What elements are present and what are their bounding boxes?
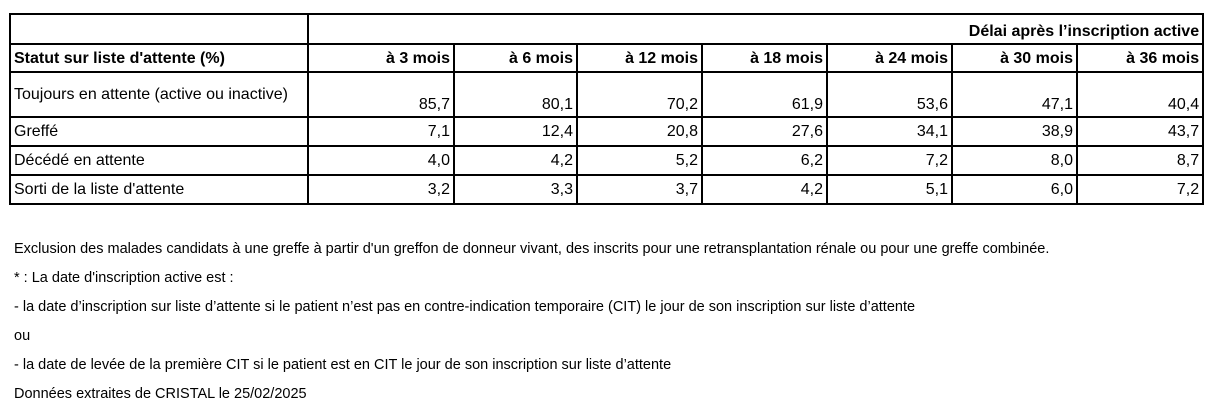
table-cell: 61,9	[702, 72, 827, 117]
table-row	[10, 146, 1203, 175]
table-cell: 20,8	[577, 117, 702, 146]
table-cell: 53,6	[827, 72, 952, 117]
column-header-row	[10, 44, 1203, 72]
table-cell: 4,2	[454, 146, 577, 175]
column-header: à 3 mois	[308, 44, 454, 72]
row-label: Greffé	[10, 117, 308, 146]
table-cell: 3,3	[454, 175, 577, 204]
empty-header-cell	[10, 14, 308, 44]
table-cell: 6,0	[952, 175, 1077, 204]
exclusion-note: Exclusion des malades candidats à une greffe à partir d'un greffon de donneur vivant, des inscrits pour une retransplantation rénale ou pour une greffe combinée.	[14, 241, 1050, 257]
table-cell: 5,1	[827, 175, 952, 204]
column-header: à 30 mois	[952, 44, 1077, 72]
definition-option-2: - la date de levée de la première CIT si le patient est en CIT le jour de son inscription sur liste d’attente	[14, 357, 672, 373]
definition-note: * : La date d'inscription active est :	[14, 270, 234, 286]
table-cell: 47,1	[952, 72, 1077, 117]
table-cell: 34,1	[827, 117, 952, 146]
table-cell: 8,0	[952, 146, 1077, 175]
table-cell: 43,7	[1077, 117, 1203, 146]
delay-group-header: Délai après l’inscription active	[308, 14, 1203, 44]
definition-or: ou	[14, 328, 31, 344]
table-cell: 4,2	[702, 175, 827, 204]
column-header: à 18 mois	[702, 44, 827, 72]
column-header: à 36 mois	[1077, 44, 1203, 72]
table-cell: 6,2	[702, 146, 827, 175]
table-cell: 7,2	[1077, 175, 1203, 204]
table-cell: 8,7	[1077, 146, 1203, 175]
column-header: à 12 mois	[577, 44, 702, 72]
table-row	[10, 117, 1203, 146]
table-row	[10, 175, 1203, 204]
table-cell: 3,2	[308, 175, 454, 204]
waiting-list-status-table	[9, 13, 1204, 205]
column-header: à 6 mois	[454, 44, 577, 72]
row-header: Statut sur liste d'attente (%)	[10, 44, 308, 72]
table-cell: 5,2	[577, 146, 702, 175]
column-header: à 24 mois	[827, 44, 952, 72]
table-cell: 80,1	[454, 72, 577, 117]
footnotes	[14, 241, 1049, 415]
row-label: Toujours en attente (active ou inactive)	[10, 72, 308, 117]
table-cell: 38,9	[952, 117, 1077, 146]
definition-option-1: - la date d’inscription sur liste d’attente si le patient n’est pas en contre-indication temporaire (CIT) le jour de son inscription sur liste d’attente	[14, 299, 916, 315]
table-cell: 27,6	[702, 117, 827, 146]
table-row	[10, 72, 1203, 117]
table-cell: 12,4	[454, 117, 577, 146]
table-cell: 70,2	[577, 72, 702, 117]
data-source-note: Données extraites de CRISTAL le 25/02/2025	[14, 386, 307, 402]
table-cell: 85,7	[308, 72, 454, 117]
row-label: Sorti de la liste d'attente	[10, 175, 308, 204]
table-cell: 40,4	[1077, 72, 1203, 117]
table-cell: 7,2	[827, 146, 952, 175]
table-cell: 4,0	[308, 146, 454, 175]
table-cell: 7,1	[308, 117, 454, 146]
row-label: Décédé en attente	[10, 146, 308, 175]
group-header-row	[10, 14, 1203, 44]
table-cell: 3,7	[577, 175, 702, 204]
